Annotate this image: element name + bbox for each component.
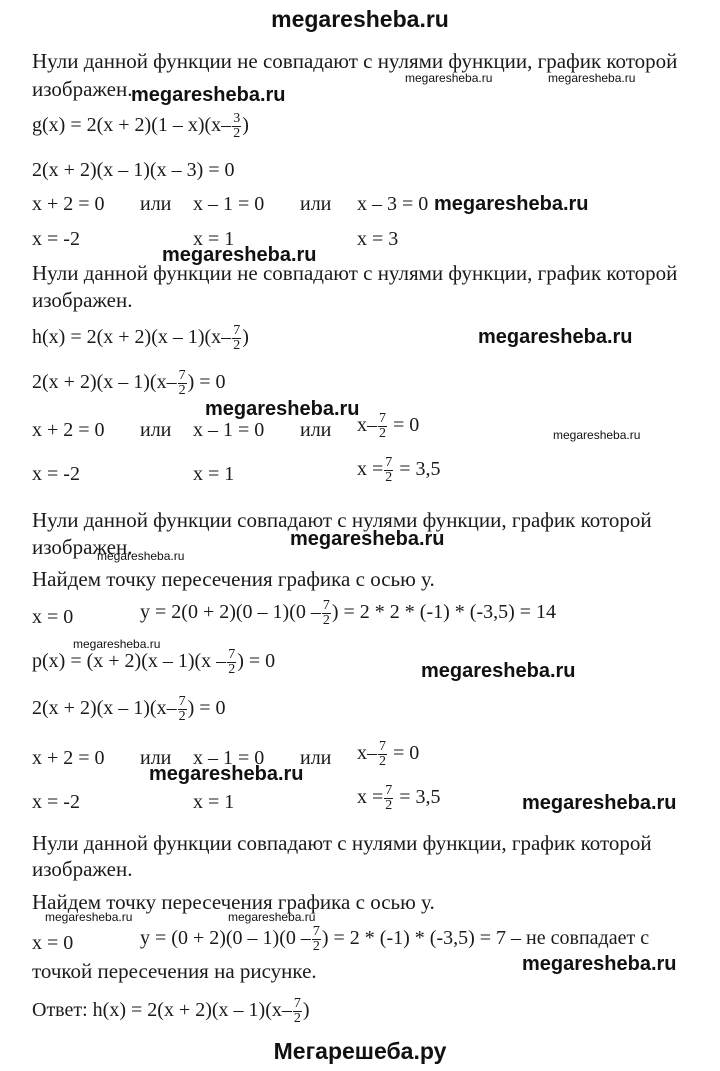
equation: x – 1 = 0 <box>193 747 265 769</box>
watermark: megaresheba.ru <box>228 910 316 924</box>
fraction: $\frac{7}{2}$ <box>228 647 236 677</box>
answer: Ответ: h(x) = 2(x + 2)(x – 1)(x– $\frac{7}{2}$ ) <box>32 996 310 1026</box>
watermark: megaresheba.ru <box>149 763 304 785</box>
fraction: $\frac{7}{2}$ <box>385 783 393 813</box>
watermark: megaresheba.ru <box>97 549 185 563</box>
root: x = $\frac{7}{2}$ = 3,5 <box>357 783 441 813</box>
fraction: $\frac{7}{2}$ <box>385 455 393 485</box>
paragraph-text: Нули данной функции не совпадают с нулями функции, график которой <box>32 261 678 285</box>
root: x = $\frac{7}{2}$ = 3,5 <box>357 455 441 485</box>
equation-y-intercept: y = (0 + 2)(0 – 1)(0 – $\frac{7}{2}$ ) = 2 * (-1) * (-3,5) = 7 – не совпадает с <box>140 924 650 954</box>
equation-g: g(x) = 2(x + 2)(1 – x)(x– $\frac{3}{2}$ ) <box>32 111 249 141</box>
equation-h: h(x) = 2(x + 2)(x – 1)(x– $\frac{7}{2}$ ) <box>32 323 249 353</box>
fraction: $\frac{7}{2}$ <box>293 996 301 1026</box>
watermark: megaresheba.ru <box>522 792 677 814</box>
fraction: $\frac{7}{2}$ <box>312 924 320 954</box>
equation: 2(x + 2)(x – 1)(x– $\frac{7}{2}$ ) = 0 <box>32 694 226 724</box>
fraction: $\frac{7}{2}$ <box>322 598 330 628</box>
site-footer: Мегарешеба.ру <box>273 1038 447 1064</box>
or-word: или <box>140 193 172 215</box>
fraction: $\frac{7}{2}$ <box>379 411 386 441</box>
paragraph-text: изображен. <box>32 288 133 312</box>
or-word: или <box>300 193 332 215</box>
paragraph-text: Нули данной функции совпадают с нулями функции, график которой <box>32 831 652 855</box>
watermark: megaresheba.ru <box>290 528 445 550</box>
equation: x– $\frac{7}{2}$ = 0 <box>357 411 420 441</box>
paragraph-text: изображен. <box>32 535 133 559</box>
equation-p: p(x) = (x + 2)(x – 1)(x – $\frac{7}{2}$ ) = 0 <box>32 647 276 677</box>
equation: 2(x + 2)(x – 1)(x– $\frac{7}{2}$ ) = 0 <box>32 368 226 398</box>
root: x = -2 <box>32 463 80 485</box>
equation-y-intercept: y = 2(0 + 2)(0 – 1)(0 – $\frac{7}{2}$ ) = 2 * 2 * (-1) * (-3,5) = 14 <box>140 598 557 628</box>
equation: x – 3 = 0 <box>357 193 429 215</box>
watermark: megaresheba.ru <box>434 193 589 215</box>
root: x = 1 <box>193 228 235 250</box>
watermark: megaresheba.ru <box>553 428 641 442</box>
root: x = -2 <box>32 791 80 813</box>
fraction: $\frac{7}{2}$ <box>233 323 241 353</box>
watermark: megaresheba.ru <box>131 84 286 106</box>
watermark: megaresheba.ru <box>548 71 636 85</box>
root: x = 1 <box>193 791 235 813</box>
equation: x + 2 = 0 <box>32 419 105 441</box>
equation: x – 1 = 0 <box>193 193 265 215</box>
watermark: megaresheba.ru <box>205 398 360 420</box>
fraction: $\frac{7}{2}$ <box>379 739 386 769</box>
or-word: или <box>140 747 172 769</box>
paragraph-text: Найдем точку пересечения графика с осью у. <box>32 567 435 591</box>
equation: 2(x + 2)(x – 1)(x – 3) = 0 <box>32 159 235 181</box>
watermark: megaresheba.ru <box>478 326 633 348</box>
paragraph-text: точкой пересечения на рисунке. <box>32 959 317 983</box>
paragraph-text: Нули данной функции совпадают с нулями функции, график которой <box>32 508 652 532</box>
watermark: megaresheba.ru <box>405 71 493 85</box>
watermark: megaresheba.ru <box>45 910 133 924</box>
equation: x – 1 = 0 <box>193 419 265 441</box>
equation: x– $\frac{7}{2}$ = 0 <box>357 739 420 769</box>
site-header: megaresheba.ru <box>271 6 449 32</box>
or-word: или <box>300 747 332 769</box>
equation: x = 0 <box>32 932 74 954</box>
equation: x + 2 = 0 <box>32 193 105 215</box>
equation: x = 0 <box>32 606 74 628</box>
paragraph-text: Нули данной функции не совпадают с нулями функции, график которой <box>32 49 678 73</box>
root: x = -2 <box>32 228 80 250</box>
watermark: megaresheba.ru <box>421 660 576 682</box>
paragraph-text: Найдем точку пересечения графика с осью у. <box>32 890 435 914</box>
equation: x + 2 = 0 <box>32 747 105 769</box>
watermark: megaresheba.ru <box>73 637 161 651</box>
paragraph-text: изображен. <box>32 857 133 881</box>
fraction: $\frac{3}{2}$ <box>233 111 241 141</box>
root: x = 1 <box>193 463 235 485</box>
fraction: $\frac{7}{2}$ <box>178 694 186 724</box>
watermark: megaresheba.ru <box>522 953 677 975</box>
paragraph-text: изображен. <box>32 77 133 101</box>
or-word: или <box>300 419 332 441</box>
watermark: megaresheba.ru <box>162 244 317 266</box>
fraction: $\frac{7}{2}$ <box>178 368 186 398</box>
root: x = 3 <box>357 228 399 250</box>
or-word: или <box>140 419 172 441</box>
